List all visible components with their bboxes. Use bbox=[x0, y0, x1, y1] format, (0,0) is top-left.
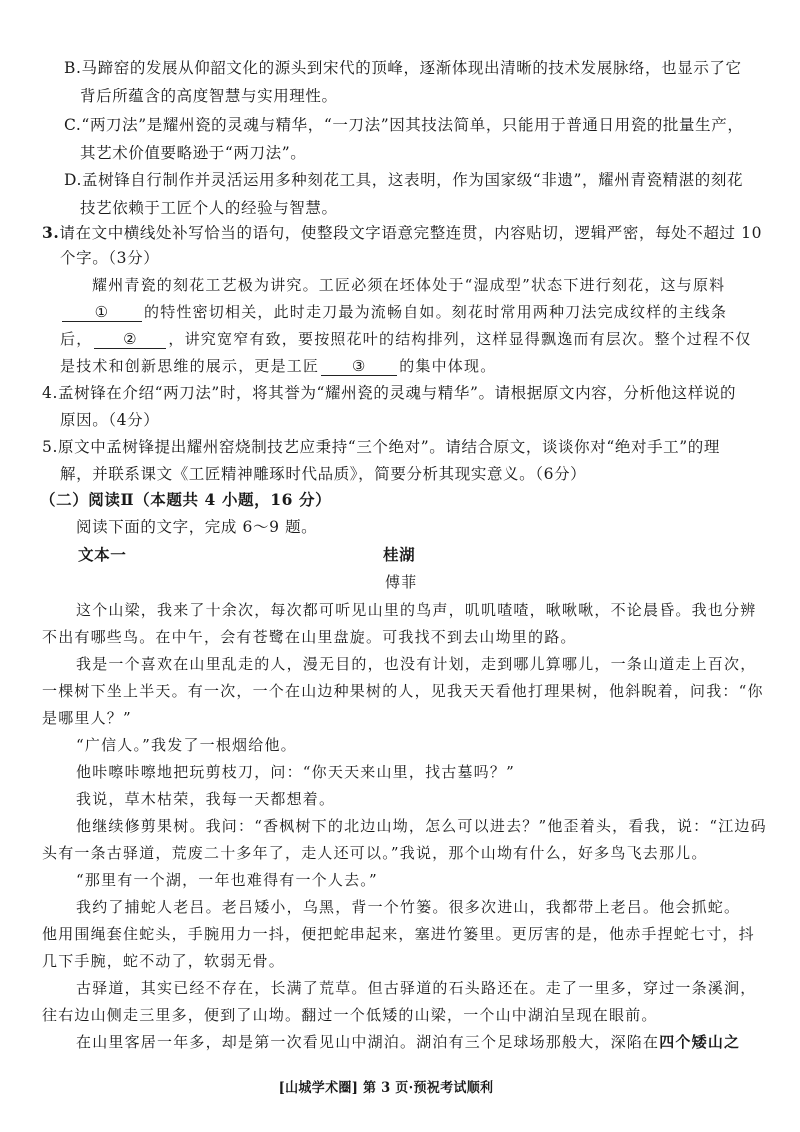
story-p9-line-1: 古驿道，其实已经不存在，长满了荒草。但古驿道的石头路还在。走了一里多，穿过一条溪涧， bbox=[76, 979, 757, 997]
q5-line-1: 5.原文中孟树锋提出耀州窑烧制技艺应秉持“三个绝对”。请结合原文，谈谈你对“绝对手工”的理 bbox=[42, 438, 720, 456]
story-p10-text: 在山里客居一年多，却是第一次看见山中湖泊。湖泊有三个足球场那般大，深陷在 bbox=[76, 1033, 660, 1051]
option-b-line-1: B.马蹄窑的发展从仰韶文化的源头到宋代的顶峰，逐渐体现出清晰的技术发展脉络，也显示了它 bbox=[64, 59, 742, 77]
q3-stem-line-2: 个字。（3分） bbox=[60, 249, 160, 267]
q3-stem-text: 请在文中横线处补写恰当的语句，使整段文字语意完整连贯，内容贴切，逻辑严密，每处不超过 10 bbox=[59, 224, 763, 242]
q3-passage-line-4-text: 的集中体现。 bbox=[399, 357, 497, 375]
story-p8-line-1: 我约了捕蛇人老吕。老吕矮小，乌黑，背一个竹篓。很多次进山，我都带上老吕。他会抓蛇。 bbox=[76, 898, 741, 916]
page-footer: [山城学术圈] 第 3 页·预祝考试顺利 bbox=[278, 1080, 494, 1096]
story-p6-line-1: 他继续修剪果树。我问：“香枫树下的北边山坳，怎么可以进去？”他歪着头，看我，说：“江边码 bbox=[76, 817, 767, 835]
story-p8-line-3: 几下手腕，蛇不动了，软弱无骨。 bbox=[42, 952, 286, 970]
q3-passage-line-3-text: ，讲究宽窄有致，要按照花叶的结构排列，这样显得飘逸而有层次。整个过程不仅 bbox=[168, 330, 752, 348]
story-p3: “广信人。”我发了一根烟给他。 bbox=[76, 736, 297, 754]
q3-passage-line-2 bbox=[60, 302, 727, 322]
answer-blank-2[interactable]: ② bbox=[94, 330, 166, 349]
story-p5: 我说，草木枯荣，我每一天都想着。 bbox=[76, 790, 336, 808]
option-d-line-2: 技艺依赖于工匠个人的经验与智慧。 bbox=[80, 199, 338, 217]
story-p8-line-2: 他用围绳套住蛇头，手腕用力一抖，便把蛇串起来，塞进竹篓里。更厉害的是，他赤手捏蛇七寸，抖 bbox=[42, 925, 755, 943]
q3-passage-line-3 bbox=[60, 329, 752, 349]
q3-passage-line-2-text: 的特性密切相关，此时走刀最为流畅自如。刻花时常用两种刀法完成纹样的主线条 bbox=[144, 303, 728, 321]
option-b-line-2: 背后所蕴含的高度智慧与实用理性。 bbox=[80, 87, 338, 105]
q3-passage-line-4 bbox=[60, 356, 496, 376]
section-heading: （二）阅读Ⅱ（本题共 4 小题，16 分） bbox=[40, 490, 332, 509]
q3-number: 3. bbox=[42, 223, 60, 242]
story-p1-line-2: 不出有哪些鸟。在中午，会有苍鹭在山里盘旋。可我找不到去山坳里的路。 bbox=[42, 628, 577, 646]
story-p4: 他咔嚓咔嚓地把玩剪枝刀，问：“你天天来山里，找古墓吗？” bbox=[76, 763, 515, 781]
article-author: 傅菲 bbox=[385, 573, 418, 591]
story-p2-line-3: 是哪里人？” bbox=[42, 709, 132, 727]
q3-stem-line-1 bbox=[42, 223, 762, 243]
q3-passage-line-4-pre: 是技术和创新思维的展示，更是工匠 bbox=[60, 357, 320, 375]
article-title: 桂湖 bbox=[383, 545, 416, 564]
story-p9-line-2: 往右边山侧走三里多，便到了山坳。翻过一个低矮的山梁，一个山中湖泊呈现在眼前。 bbox=[42, 1006, 658, 1024]
option-c-line-2: 其艺术价值要略逊于“两刀法”。 bbox=[80, 144, 307, 162]
q4-line-1: 4.孟树锋在介绍“两刀法”时，将其誉为“耀州瓷的灵魂与精华”。请根据原文内容，分析他这样说的 bbox=[42, 384, 737, 402]
q3-passage-line-1: 耀州青瓷的刻花工艺极为讲究。工匠必须在坯体处于“湿成型”状态下进行刻花，这与原料 bbox=[92, 276, 726, 294]
answer-blank-3[interactable]: ③ bbox=[321, 357, 397, 376]
story-p7: “那里有一个湖，一年也难得有一个人去。” bbox=[76, 871, 378, 889]
section-instruction: 阅读下面的文字，完成 6～9 题。 bbox=[76, 518, 318, 536]
q4-line-2: 原因。（4分） bbox=[60, 411, 160, 429]
q5-line-2: 解，并联系课文《工匠精神雕琢时代品质》，简要分析其现实意义。（6分） bbox=[60, 465, 587, 483]
story-p6-line-2: 头有一条古驿道，荒废二十多年了，走人还可以。”我说，那个山坳有什么，好多鸟飞去那儿。 bbox=[42, 844, 708, 862]
option-d-line-1: D.孟树锋自行制作并灵活运用多种刻花工具，这表明，作为国家级“非遗”，耀州青瓷精湛的刻花 bbox=[64, 171, 744, 189]
story-p10-line-1 bbox=[76, 1032, 740, 1052]
option-c-line-1: C.“两刀法”是耀州瓷的灵魂与精华，“一刀法”因其技法简单，只能用于普通日用瓷的批量生产， bbox=[64, 116, 744, 134]
story-p1-line-1: 这个山梁，我来了十余次，每次都可听见山里的鸟声，叽叽喳喳，啾啾啾，不论晨昏。我也分辨 bbox=[76, 601, 757, 619]
q3-passage-line-3-pre: 后， bbox=[60, 330, 93, 348]
story-p10-bold-text: 四个矮山之 bbox=[659, 1033, 741, 1051]
story-p2-line-2: 一棵树下坐上半天。有一次，一个在山边种果树的人，见我天天看他打理果树，他斜睨着，问我：“你 bbox=[42, 682, 764, 700]
text-label: 文本一 bbox=[78, 545, 127, 564]
story-p2-line-1: 我是一个喜欢在山里乱走的人，漫无目的，也没有计划，走到哪儿算哪儿，一条山道走上百次， bbox=[76, 655, 757, 673]
answer-blank-1[interactable]: ① bbox=[62, 303, 142, 322]
